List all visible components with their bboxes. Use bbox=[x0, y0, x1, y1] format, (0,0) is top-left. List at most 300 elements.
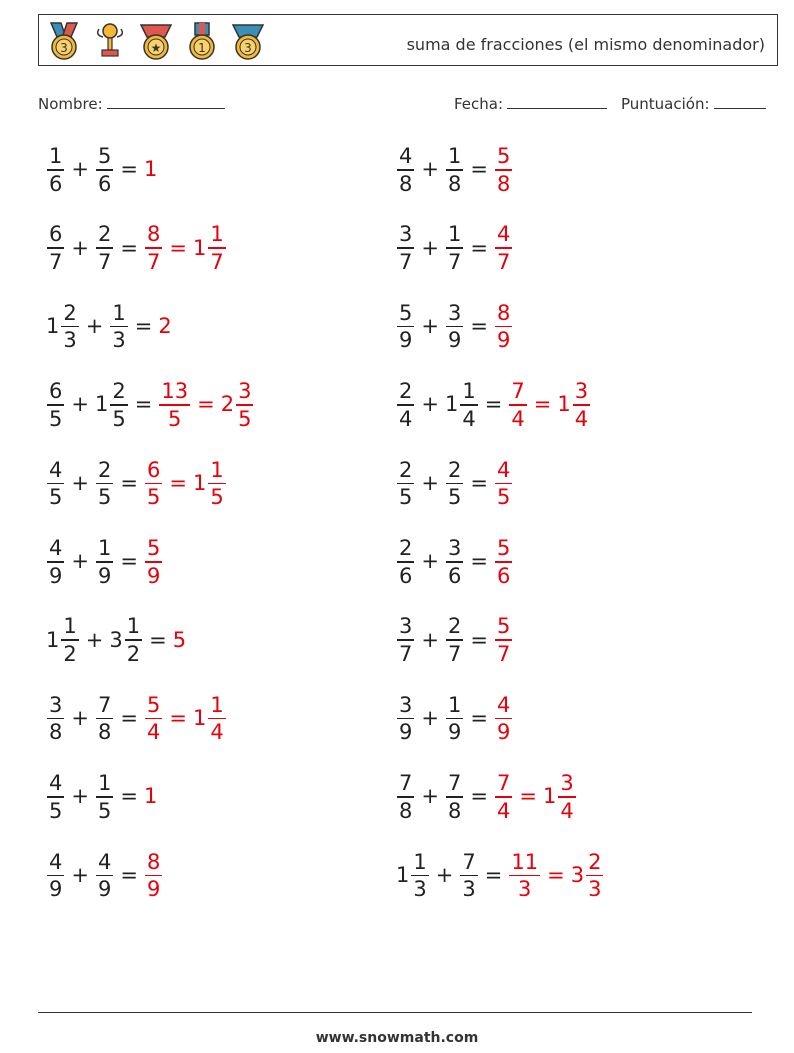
addend-a-denominator: 9 bbox=[399, 328, 413, 353]
addend-b-numerator: 2 bbox=[447, 457, 462, 482]
addend-a-fraction bbox=[397, 221, 414, 275]
addend-a-fraction bbox=[397, 770, 414, 824]
addend-b-fraction bbox=[446, 300, 463, 354]
addend-b-numerator: 7 bbox=[97, 692, 112, 717]
addend-a-numerator: 5 bbox=[399, 300, 413, 325]
addend-b-numerator: 7 bbox=[447, 771, 462, 796]
addend-a bbox=[396, 300, 415, 354]
equals-sign: = bbox=[120, 235, 138, 260]
problem-item bbox=[396, 692, 513, 746]
addend-a bbox=[46, 535, 65, 589]
answer-value-whole: 3 bbox=[570, 862, 585, 887]
equals-sign: = bbox=[120, 706, 138, 731]
addend-a-denominator: 5 bbox=[49, 485, 63, 510]
name-blank[interactable] bbox=[107, 94, 225, 109]
answer-value bbox=[144, 457, 163, 511]
addend-a-fraction bbox=[411, 849, 428, 903]
addend-a bbox=[46, 378, 65, 432]
addend-b-fraction bbox=[446, 143, 463, 197]
answer-value-denominator: 4 bbox=[146, 720, 161, 745]
answer-value-numerator: 7 bbox=[511, 379, 525, 404]
answer-value-numerator: 1 bbox=[210, 457, 224, 482]
addend-a-numerator: 4 bbox=[49, 849, 63, 874]
addend-b-numerator: 1 bbox=[126, 614, 141, 639]
addend-b-denominator: 3 bbox=[112, 328, 126, 353]
answer bbox=[494, 300, 513, 354]
answer bbox=[144, 692, 227, 746]
addend-a-numerator: 1 bbox=[63, 614, 77, 639]
answer-equals-sign: = bbox=[169, 470, 187, 495]
addend-b-whole: 1 bbox=[444, 392, 459, 417]
plus-sign: + bbox=[71, 470, 89, 495]
equals-sign: = bbox=[470, 784, 488, 809]
addend-b-numerator: 5 bbox=[97, 144, 112, 168]
answer-value bbox=[494, 300, 513, 354]
problem-item bbox=[46, 457, 227, 511]
footer-divider bbox=[38, 1012, 752, 1013]
addend-b-numerator: 3 bbox=[447, 536, 462, 560]
plus-sign: + bbox=[421, 784, 439, 809]
addend-b bbox=[95, 849, 114, 903]
answer-equals-sign: = bbox=[519, 784, 537, 809]
addend-a bbox=[396, 535, 415, 589]
equals-sign: = bbox=[470, 706, 488, 731]
addend-b-denominator: 5 bbox=[447, 485, 462, 510]
plus-sign: + bbox=[71, 862, 89, 887]
plus-sign: + bbox=[85, 314, 104, 339]
addend-a bbox=[46, 143, 65, 197]
answer-value-denominator: 3 bbox=[518, 877, 532, 902]
addend-b-denominator: 8 bbox=[97, 720, 112, 745]
answer-value bbox=[508, 378, 527, 432]
addend-b bbox=[109, 613, 143, 667]
answer-value-fraction bbox=[145, 457, 162, 511]
answer-value-whole: 1 bbox=[542, 784, 557, 809]
addend-a bbox=[396, 770, 415, 824]
addend-b-numerator: 1 bbox=[97, 771, 112, 796]
addend-a-numerator: 2 bbox=[399, 536, 413, 560]
answer-value-numerator: 2 bbox=[588, 849, 602, 874]
plus-sign: + bbox=[421, 157, 439, 182]
answer bbox=[144, 535, 163, 589]
addend-a bbox=[396, 221, 415, 275]
answer-value bbox=[494, 457, 513, 511]
addend-a bbox=[396, 457, 415, 511]
answer-value-whole: 1 bbox=[192, 706, 207, 731]
score-label: Puntuación: bbox=[621, 95, 710, 113]
answer-equals-sign: = bbox=[547, 862, 565, 887]
medal-label: ★ bbox=[150, 41, 162, 55]
addend-b bbox=[445, 692, 464, 746]
answer-value-fraction bbox=[145, 535, 162, 589]
addend-a-denominator: 8 bbox=[49, 720, 63, 745]
addend-b-fraction bbox=[110, 378, 127, 432]
medal-1-icon bbox=[183, 21, 221, 61]
answer-value bbox=[158, 378, 191, 432]
addend-b bbox=[95, 770, 114, 824]
answer-value-fraction bbox=[495, 770, 512, 824]
answer-value bbox=[557, 378, 591, 432]
answer-value-fraction bbox=[145, 849, 162, 903]
addend-a-fraction bbox=[397, 692, 414, 746]
addend-a-denominator: 6 bbox=[49, 171, 63, 196]
addend-a-numerator: 3 bbox=[399, 692, 413, 717]
addend-b-fraction bbox=[125, 613, 142, 667]
answer-value-numerator: 4 bbox=[496, 457, 511, 482]
addend-a-fraction bbox=[47, 457, 64, 511]
equals-sign: = bbox=[134, 314, 153, 339]
answer-value-denominator: 5 bbox=[168, 406, 182, 431]
answer-value-fraction bbox=[495, 692, 512, 746]
addend-a-denominator: 8 bbox=[399, 171, 413, 196]
equals-sign: = bbox=[470, 470, 488, 495]
addend-a-denominator: 5 bbox=[399, 485, 413, 510]
addend-b-fraction bbox=[446, 221, 463, 275]
addend-b-numerator: 4 bbox=[97, 849, 112, 874]
answer-value-numerator: 5 bbox=[496, 536, 511, 560]
addend-b bbox=[459, 849, 478, 903]
answer-equals-sign: = bbox=[169, 235, 187, 260]
addend-a-fraction bbox=[47, 378, 64, 432]
answer-equals-sign: = bbox=[169, 706, 187, 731]
addend-a bbox=[396, 849, 430, 903]
addend-a-fraction bbox=[397, 535, 414, 589]
answer bbox=[172, 627, 187, 652]
equals-sign: = bbox=[120, 862, 138, 887]
addend-b bbox=[445, 535, 464, 589]
equals-sign: = bbox=[120, 784, 138, 809]
addend-a-fraction bbox=[397, 300, 414, 354]
addend-a-whole: 1 bbox=[46, 314, 60, 339]
score-blank[interactable] bbox=[714, 94, 766, 109]
answer-value-whole: 1 bbox=[192, 235, 207, 260]
addend-b-denominator: 7 bbox=[447, 249, 462, 274]
addend-b-whole: 1 bbox=[94, 392, 109, 417]
equals-sign: = bbox=[470, 157, 488, 182]
footer-url: www.snowmath.com bbox=[315, 1030, 479, 1046]
answer-value-numerator: 5 bbox=[496, 614, 511, 639]
answer-value bbox=[172, 627, 187, 652]
answer-value bbox=[221, 378, 255, 432]
problem-item bbox=[396, 300, 513, 354]
addend-b-denominator: 7 bbox=[97, 249, 112, 274]
answer bbox=[508, 378, 591, 432]
answer-value-denominator: 9 bbox=[496, 720, 511, 745]
answer bbox=[494, 535, 513, 589]
answer-value-fraction bbox=[495, 221, 512, 275]
date-label: Fecha: bbox=[454, 95, 504, 113]
equals-sign: = bbox=[470, 627, 488, 652]
problem-item bbox=[396, 143, 513, 197]
addend-a-denominator: 8 bbox=[399, 798, 413, 823]
addend-b-denominator: 6 bbox=[447, 563, 462, 588]
medal-label: 1 bbox=[198, 41, 206, 55]
addend-b-fraction bbox=[96, 221, 113, 275]
answer-value-fraction bbox=[145, 692, 162, 746]
answer-value-denominator: 4 bbox=[496, 798, 511, 823]
addend-a-fraction bbox=[61, 300, 78, 354]
addend-a-denominator: 7 bbox=[399, 641, 413, 666]
answer-value-fraction bbox=[573, 378, 590, 432]
addend-a-numerator: 2 bbox=[63, 300, 77, 325]
answer-value-numerator: 4 bbox=[496, 692, 511, 717]
problem-item bbox=[396, 221, 513, 275]
addend-b-numerator: 1 bbox=[447, 692, 462, 717]
addend-a-numerator: 1 bbox=[49, 144, 63, 168]
answer-value-fraction bbox=[495, 143, 512, 197]
addend-b-denominator: 2 bbox=[126, 641, 141, 666]
addend-b-denominator: 5 bbox=[97, 485, 112, 510]
addend-a-numerator: 3 bbox=[399, 614, 413, 639]
addend-b bbox=[445, 221, 464, 275]
addend-a bbox=[396, 692, 415, 746]
problem-item bbox=[46, 221, 227, 275]
answer-value-denominator: 6 bbox=[496, 563, 511, 588]
answer-value bbox=[144, 849, 163, 903]
addend-b-numerator: 2 bbox=[97, 457, 112, 482]
problem-item bbox=[396, 457, 513, 511]
answer bbox=[144, 786, 158, 807]
addend-a-denominator: 3 bbox=[63, 328, 77, 353]
addend-b-fraction bbox=[460, 849, 477, 903]
addend-b-fraction bbox=[446, 457, 463, 511]
addend-a-numerator: 3 bbox=[399, 222, 413, 247]
addend-b bbox=[95, 692, 114, 746]
addend-b-fraction bbox=[96, 457, 113, 511]
date-blank[interactable] bbox=[507, 94, 607, 109]
addend-b bbox=[95, 221, 114, 275]
addend-a-fraction bbox=[47, 770, 64, 824]
addend-b-fraction bbox=[446, 613, 463, 667]
addend-b-numerator: 7 bbox=[462, 849, 476, 874]
plus-sign: + bbox=[421, 314, 439, 339]
medal-label: 3 bbox=[60, 41, 68, 55]
equals-sign: = bbox=[149, 627, 167, 652]
answer-value-denominator: 7 bbox=[496, 641, 511, 666]
addend-b-denominator: 9 bbox=[447, 720, 462, 745]
answer-value bbox=[193, 221, 227, 275]
addend-a-numerator: 1 bbox=[413, 849, 427, 874]
addend-b-fraction bbox=[96, 770, 113, 824]
answer-value-denominator: 4 bbox=[511, 406, 525, 431]
addend-b-denominator: 5 bbox=[112, 406, 126, 431]
answer-value-denominator: 4 bbox=[210, 720, 224, 745]
answer-value bbox=[144, 786, 158, 807]
answer bbox=[144, 221, 227, 275]
addend-b-denominator: 9 bbox=[97, 877, 112, 902]
addend-b-denominator: 9 bbox=[447, 328, 462, 353]
addend-a-denominator: 9 bbox=[49, 563, 63, 588]
problem-item bbox=[396, 770, 577, 824]
addend-a-denominator: 5 bbox=[49, 406, 63, 431]
answer-value bbox=[494, 221, 513, 275]
plus-sign: + bbox=[71, 157, 89, 182]
addend-b bbox=[445, 143, 464, 197]
plus-sign: + bbox=[421, 235, 439, 260]
medal-3-icon bbox=[229, 21, 267, 61]
addend-a bbox=[46, 457, 65, 511]
addend-a-fraction bbox=[47, 849, 64, 903]
plus-sign: + bbox=[421, 706, 439, 731]
problem-item bbox=[46, 613, 187, 667]
answer-value-numerator: 8 bbox=[146, 849, 161, 874]
addend-b-numerator: 3 bbox=[447, 300, 462, 325]
answer bbox=[494, 770, 577, 824]
problem-item bbox=[46, 770, 158, 824]
problem-item bbox=[396, 849, 604, 903]
addend-a-denominator: 3 bbox=[413, 877, 427, 902]
answer-value bbox=[494, 143, 513, 197]
answer-value-numerator: 5 bbox=[146, 536, 161, 560]
addend-a-fraction bbox=[47, 535, 64, 589]
addend-a bbox=[46, 849, 65, 903]
addend-a-numerator: 4 bbox=[49, 457, 63, 482]
addend-a-fraction bbox=[397, 613, 414, 667]
answer-value-numerator: 5 bbox=[146, 692, 161, 717]
date-field bbox=[454, 94, 607, 113]
addend-b-numerator: 2 bbox=[97, 222, 112, 247]
addend-a-numerator: 2 bbox=[399, 379, 413, 404]
answer bbox=[144, 457, 227, 511]
addend-b-denominator: 8 bbox=[447, 798, 462, 823]
answer-value-fraction bbox=[509, 849, 540, 903]
addend-a-fraction bbox=[397, 378, 414, 432]
addend-b bbox=[95, 143, 114, 197]
addend-a-fraction bbox=[397, 143, 414, 197]
addend-b-fraction bbox=[96, 849, 113, 903]
addend-a-numerator: 4 bbox=[399, 144, 413, 168]
problem-item bbox=[46, 692, 227, 746]
addend-b bbox=[445, 378, 479, 432]
answer-value bbox=[508, 849, 541, 903]
answer-equals-sign: = bbox=[197, 392, 215, 417]
answer-value-whole: 1 bbox=[557, 392, 571, 417]
addend-a-denominator: 7 bbox=[49, 249, 63, 274]
plus-sign: + bbox=[435, 862, 454, 887]
equals-sign: = bbox=[120, 549, 138, 574]
answer-value-denominator: 5 bbox=[146, 485, 161, 510]
answer-value bbox=[144, 221, 163, 275]
answer-value bbox=[494, 535, 513, 589]
answer-value-whole: 1 bbox=[192, 470, 207, 495]
addend-b bbox=[445, 300, 464, 354]
answer-value-fraction bbox=[495, 300, 512, 354]
addend-a-denominator: 9 bbox=[399, 720, 413, 745]
plus-sign: + bbox=[421, 549, 439, 574]
problem-item bbox=[396, 535, 513, 589]
answer-value-whole: 2 bbox=[158, 314, 172, 339]
answer-value-whole: 5 bbox=[172, 627, 187, 652]
answer-value-numerator: 8 bbox=[146, 222, 161, 247]
answer bbox=[144, 159, 158, 180]
answer-value-numerator: 3 bbox=[574, 379, 589, 404]
answer-value-fraction bbox=[495, 613, 512, 667]
answer-value-denominator: 8 bbox=[496, 171, 511, 196]
answer-value-numerator: 1 bbox=[210, 692, 224, 717]
plus-sign: + bbox=[421, 392, 439, 417]
addend-b-fraction bbox=[446, 535, 463, 589]
addend-b-denominator: 9 bbox=[97, 563, 112, 588]
addend-b-fraction bbox=[446, 770, 463, 824]
addend-b-denominator: 3 bbox=[462, 877, 476, 902]
answer-value-denominator: 4 bbox=[574, 406, 589, 431]
addend-b-numerator: 1 bbox=[462, 379, 476, 404]
answer-value-fraction bbox=[159, 378, 190, 432]
name-label: Nombre: bbox=[38, 95, 103, 113]
addend-a-denominator: 4 bbox=[399, 406, 413, 431]
answer-value-numerator: 7 bbox=[496, 771, 511, 796]
plus-sign: + bbox=[85, 627, 104, 652]
answer-value-numerator: 8 bbox=[496, 300, 511, 325]
addend-b-denominator: 7 bbox=[447, 641, 462, 666]
problem-item bbox=[46, 300, 173, 354]
addend-a bbox=[396, 378, 415, 432]
addend-a-numerator: 6 bbox=[49, 222, 63, 247]
addend-b-numerator: 1 bbox=[447, 144, 462, 168]
answer bbox=[144, 849, 163, 903]
answer-value-numerator: 13 bbox=[161, 379, 189, 404]
addend-b-fraction bbox=[446, 692, 463, 746]
plus-sign: + bbox=[71, 706, 89, 731]
answer-value-fraction bbox=[208, 221, 225, 275]
addend-b-fraction bbox=[96, 143, 113, 197]
answer-value bbox=[494, 770, 513, 824]
problem-item bbox=[46, 849, 163, 903]
medal-row bbox=[45, 21, 267, 61]
addend-a-numerator: 6 bbox=[49, 379, 63, 404]
plus-sign: + bbox=[71, 549, 89, 574]
answer-value-numerator: 3 bbox=[560, 771, 574, 796]
addend-a bbox=[46, 770, 65, 824]
addend-a-denominator: 9 bbox=[49, 877, 63, 902]
answer-value bbox=[543, 770, 577, 824]
answer-value-fraction bbox=[586, 849, 603, 903]
answer-value-numerator: 3 bbox=[238, 379, 252, 404]
answer-value-whole: 2 bbox=[220, 392, 235, 417]
addend-b bbox=[445, 770, 464, 824]
problem-item bbox=[46, 378, 254, 432]
answer-equals-sign: = bbox=[533, 392, 552, 417]
answer-value-numerator: 1 bbox=[210, 222, 224, 247]
addend-a-numerator: 4 bbox=[49, 536, 63, 560]
answer-value bbox=[144, 159, 158, 180]
answer-value-numerator: 4 bbox=[496, 222, 511, 247]
answer-value-whole: 1 bbox=[143, 784, 158, 809]
addend-a-denominator: 7 bbox=[399, 249, 413, 274]
addend-a bbox=[46, 613, 80, 667]
answer-value-denominator: 7 bbox=[210, 249, 224, 274]
addend-b-numerator: 1 bbox=[97, 536, 112, 560]
answer-value-numerator: 6 bbox=[146, 457, 161, 482]
answer-value-denominator: 5 bbox=[238, 406, 252, 431]
answer-value-fraction bbox=[208, 692, 225, 746]
equals-sign: = bbox=[484, 392, 503, 417]
addend-b-denominator: 8 bbox=[447, 171, 462, 196]
addend-a-fraction bbox=[397, 457, 414, 511]
addend-b-denominator: 4 bbox=[462, 406, 476, 431]
answer-value-fraction bbox=[558, 770, 575, 824]
answer bbox=[494, 143, 513, 197]
answer-value bbox=[494, 692, 513, 746]
addend-a-fraction bbox=[47, 221, 64, 275]
addend-b-fraction bbox=[110, 300, 127, 354]
addend-a bbox=[46, 300, 80, 354]
answer-value-numerator: 5 bbox=[496, 144, 511, 168]
name-field bbox=[38, 94, 225, 113]
equals-sign: = bbox=[120, 470, 138, 495]
answer-value bbox=[193, 692, 227, 746]
addend-b-fraction bbox=[460, 378, 477, 432]
